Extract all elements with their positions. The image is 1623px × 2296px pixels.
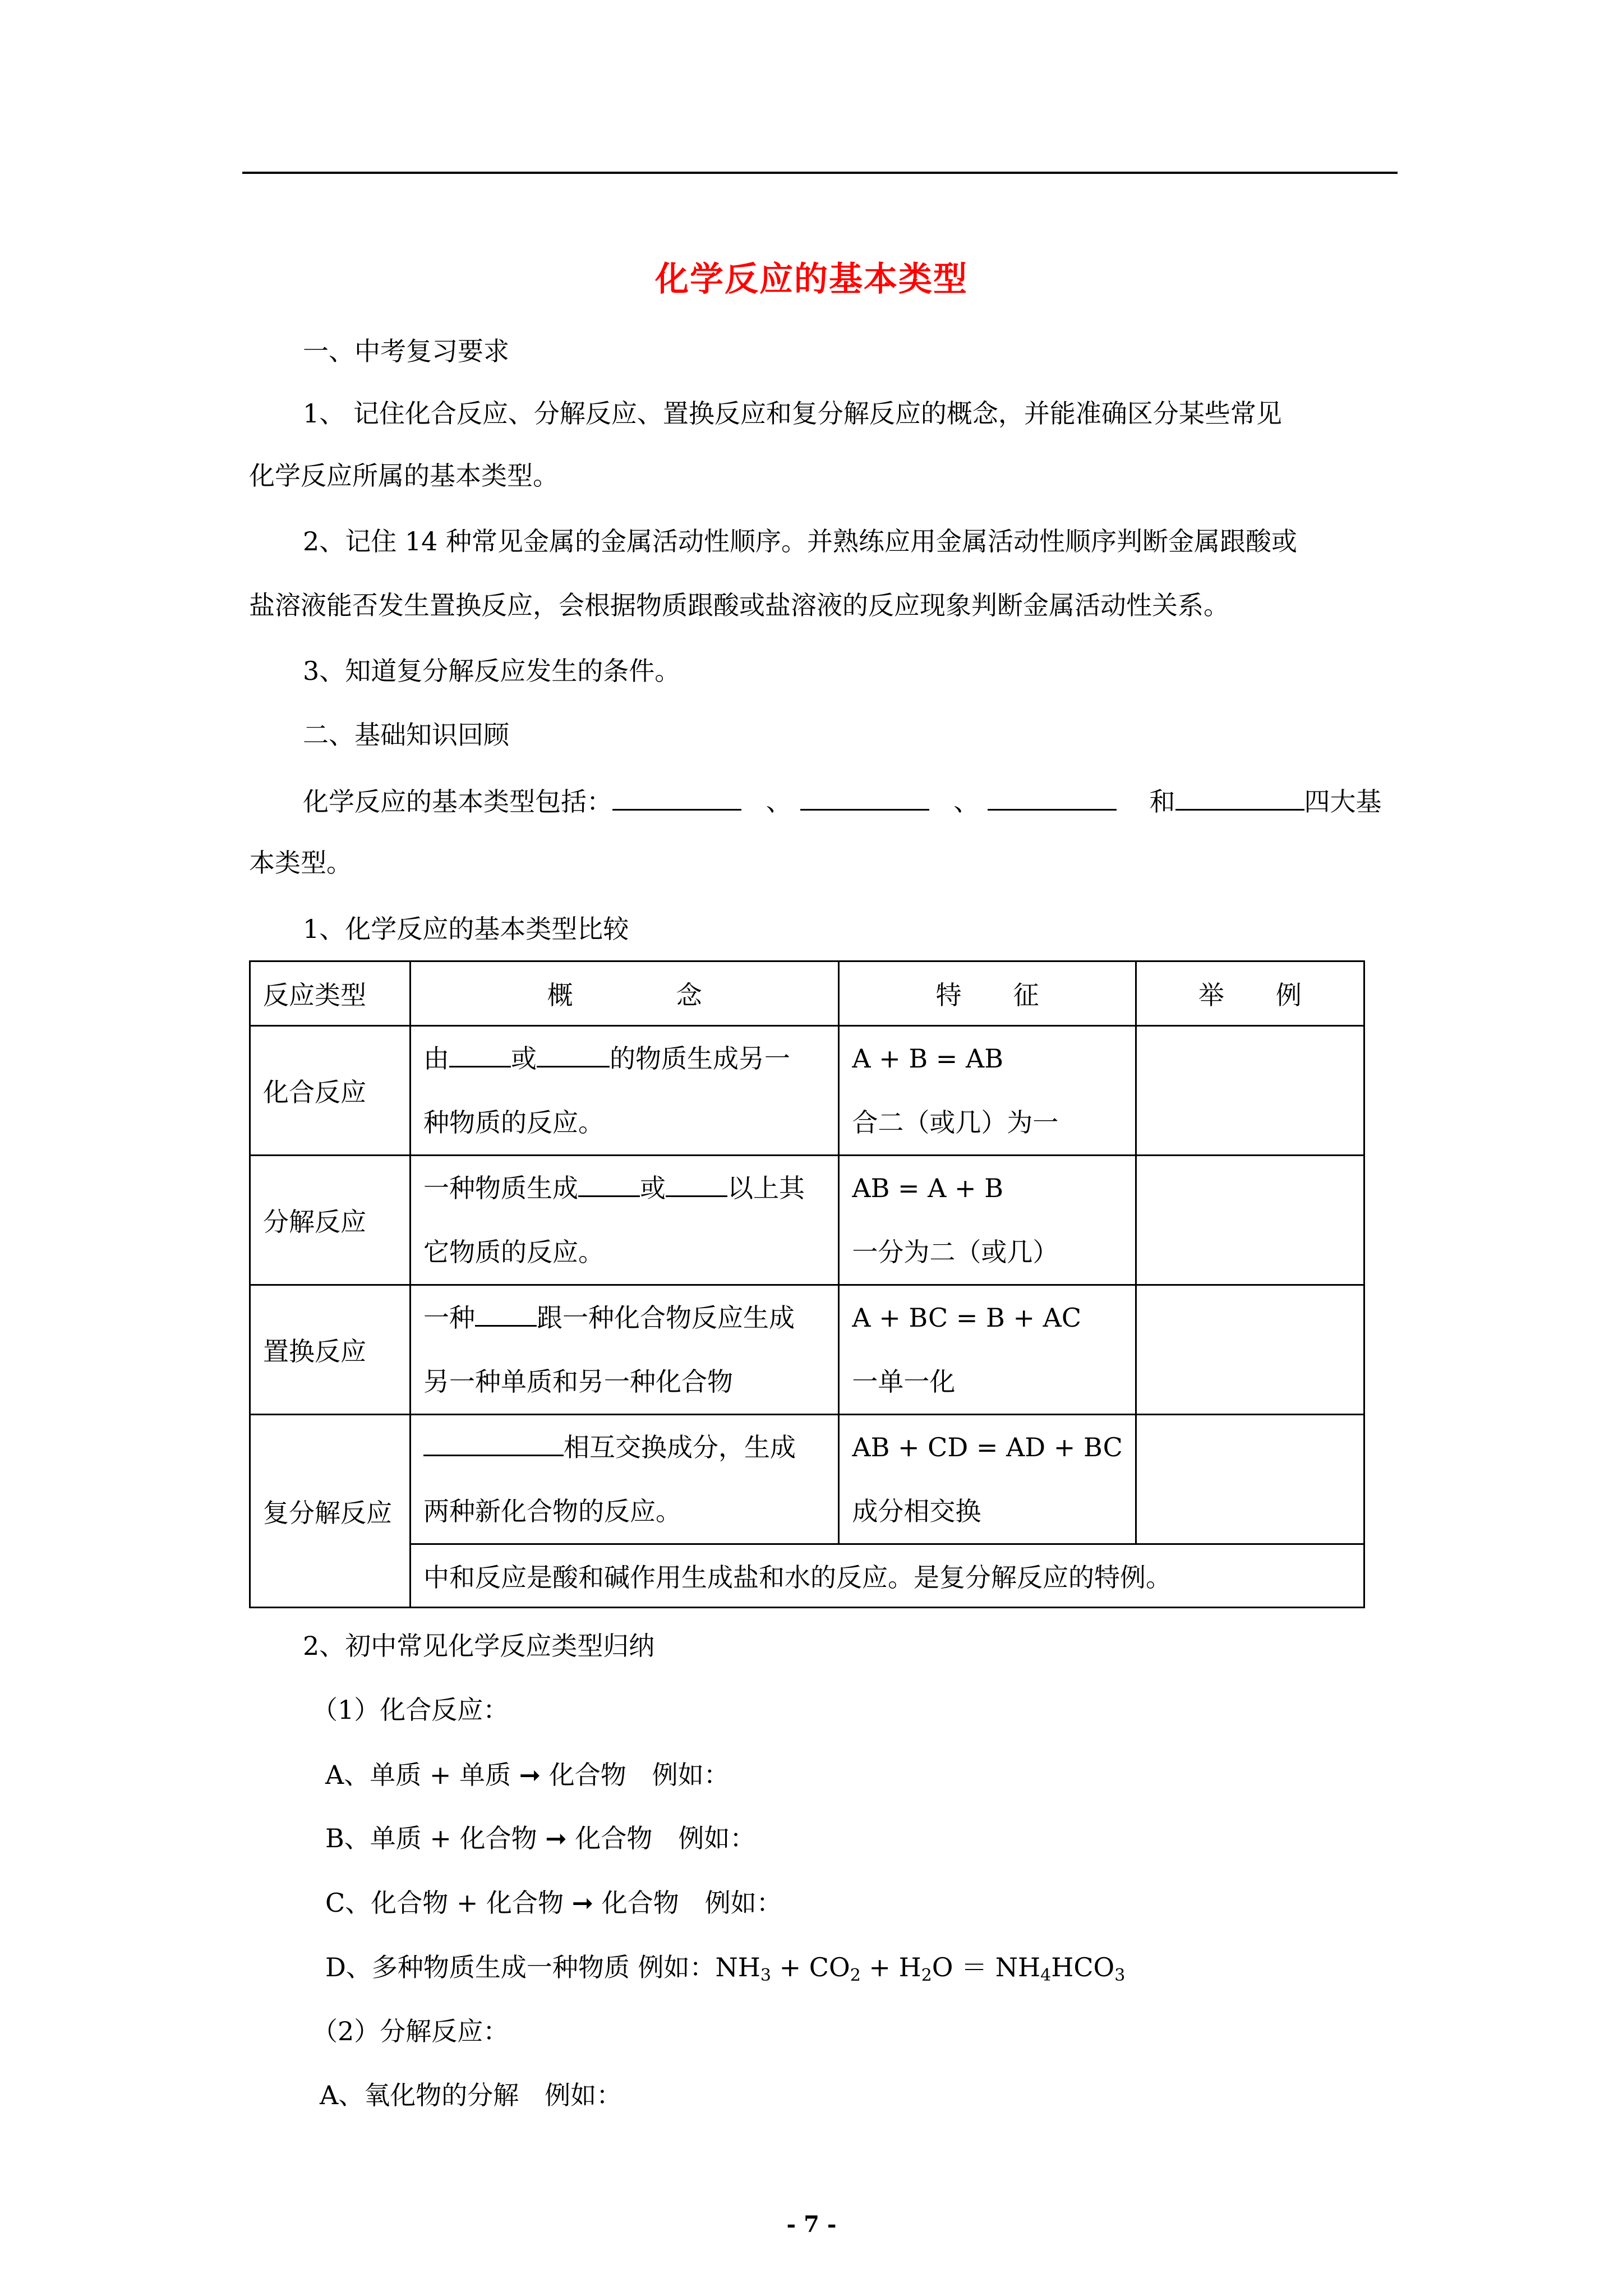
feature-cell [839,1156,1136,1285]
feature-formula: AB + CD = AD + BC [852,1432,1123,1462]
answer-blank[interactable] [537,1042,610,1068]
header-cell: 特 征 [839,961,1136,1026]
header-rule [242,172,1398,174]
reaction-example-line: C、化合物 + 化合物 ➞ 化合物 例如： [325,1888,782,1918]
header-cell: 举 例 [1136,961,1364,1026]
concept-text: 种物质的反应。 [423,1107,605,1138]
concept-text: 相互交换成分，生成 [564,1432,796,1462]
type-cell: 化合反应 [250,1026,411,1156]
feature-formula: A + BC = B + AC [852,1303,1082,1333]
separator: 和 [1149,786,1175,817]
reaction-type-comparison-table [249,960,1365,1608]
concept-cell [411,1285,839,1415]
separator: 、 [953,786,980,817]
intro-line-2: 本类型。 [249,848,352,878]
intro-prefix: 化学反应的基本类型包括： [303,786,612,817]
answer-blank[interactable] [612,783,741,811]
table-row [250,1026,1364,1156]
answer-blank[interactable] [423,1431,564,1456]
answer-blank[interactable] [666,1172,727,1197]
feature-cell [839,1026,1136,1156]
example-cell[interactable] [1136,1156,1364,1285]
table-header-row [250,961,1364,1026]
page-number: - 7 - [786,2211,837,2238]
feature-text: 合二（或几）为一 [852,1107,1059,1138]
answer-blank[interactable] [1175,783,1304,811]
subsection-heading: 2、初中常见化学反应类型归纳 [303,1631,655,1661]
requirement-2-line-2: 盐溶液能否发生置换反应，会根据物质跟酸或盐溶液的反应现象判断金属活动性关系。 [249,590,1229,620]
type-cell: 复分解反应 [250,1415,411,1608]
header-cell: 概 念 [411,961,839,1026]
answer-blank[interactable] [578,1172,640,1197]
example-cell[interactable] [1136,1026,1364,1156]
reaction-category: （1）化合反应： [312,1695,509,1725]
concept-text: 另一种单质和另一种化合物 [423,1366,734,1397]
requirement-1-line-2: 化学反应所属的基本类型。 [249,461,559,491]
answer-blank[interactable] [988,783,1117,811]
feature-cell [839,1415,1136,1544]
table-row [250,1156,1364,1285]
reaction-example-line: A、单质 + 单质 ➞ 化合物 例如： [325,1760,730,1790]
table-row [250,1285,1364,1415]
concept-text: 跟一种化合物反应生成 [537,1303,795,1333]
concept-text: 的物质生成另一 [610,1043,791,1074]
concept-text: 或 [511,1043,537,1074]
separator: 、 [766,786,792,817]
intro-line [303,783,1453,818]
requirement-2-line-1: 2、记住 14 种常见金属的金属活动性顺序。并熟练应用金属活动性顺序判断金属跟酸或 [303,526,1298,556]
example-text: D、多种物质生成一种物质 例如： [325,1952,716,1982]
feature-cell [839,1285,1136,1415]
reaction-example-line: A、氧化物的分解 例如： [320,2080,623,2110]
header-cell: 反应类型 [250,961,411,1026]
reaction-category: （2）分解反应： [312,2016,509,2046]
reaction-example-line: B、单质 + 化合物 ➞ 化合物 例如： [325,1823,756,1853]
concept-cell [411,1026,839,1156]
concept-text: 以上其 [727,1173,805,1203]
feature-text: 成分相交换 [852,1496,981,1526]
type-cell: 分解反应 [250,1156,411,1285]
concept-text: 一种 [423,1303,476,1333]
note-cell: 中和反应是酸和碱作用生成盐和水的反应。是复分解反应的特例。 [411,1544,1364,1608]
intro-suffix: 四大基 [1304,786,1382,817]
answer-blank[interactable] [449,1042,511,1068]
chemical-equation: $NH_3 + CO_2 + H_2O = NH_4HCO_3$ [715,1952,1126,1985]
feature-text: 一分为二（或几） [852,1237,1059,1267]
type-cell: 置换反应 [250,1285,411,1415]
requirement-1-line-1: 1、 记住化合反应、分解反应、置换反应和复分解反应的概念，并能准确区分某些常见 [303,398,1282,429]
concept-cell [411,1156,839,1285]
section-heading: 一、中考复习要求 [303,336,509,366]
concept-text: 它物质的反应。 [423,1237,605,1267]
answer-blank[interactable] [475,1301,537,1327]
section-heading: 二、基础知识回顾 [303,720,509,750]
example-cell[interactable] [1136,1285,1364,1415]
concept-cell [411,1415,839,1544]
concept-text: 由 [423,1043,450,1074]
feature-text: 一单一化 [852,1366,956,1397]
requirement-3: 3、知道复分解反应发生的条件。 [303,656,681,686]
example-cell[interactable] [1136,1415,1364,1544]
subsection-heading: 1、化学反应的基本类型比较 [303,914,629,944]
concept-text: 两种新化合物的反应。 [423,1496,682,1526]
reaction-example-line [325,1950,1475,1984]
feature-formula: AB = A + B [852,1173,1003,1203]
concept-text: 一种物质生成 [423,1173,579,1203]
table-row [250,1415,1364,1544]
concept-text: 或 [640,1173,666,1203]
feature-formula: A + B = AB [852,1043,1003,1074]
table-row [250,1544,1364,1608]
answer-blank[interactable] [800,783,929,811]
page-title: 化学反应的基本类型 [655,260,968,299]
